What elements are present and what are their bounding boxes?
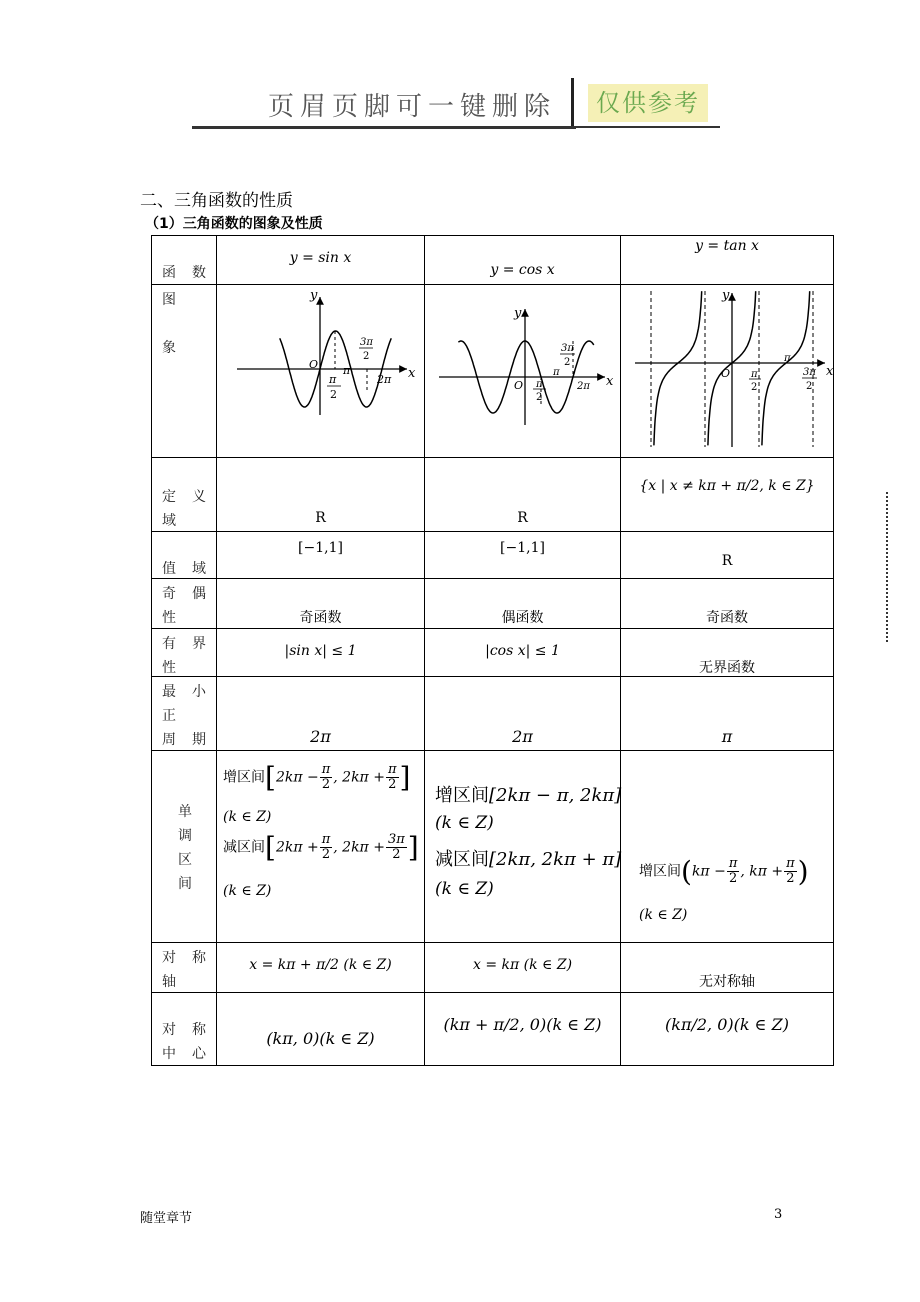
cos-period: 2π [425,677,621,751]
label-range: 值 域 [152,532,217,579]
svg-text:y: y [722,288,730,303]
svg-text:2: 2 [363,351,370,362]
svg-text:x: x [826,364,833,379]
tan-bound: 无界函数 [621,629,834,677]
svg-text:O: O [721,367,731,380]
tan-center: (kπ/2, 0)(k ∈ Z) [621,993,834,1066]
section-title: 二、三角函数的性质 [140,191,293,211]
sin-graph [217,285,423,453]
tan-func: y = tan x [621,236,834,285]
margin-dotted-line [886,492,888,642]
sin-period: 2π [217,677,425,751]
svg-text:π: π [784,353,791,364]
cos-center: (kπ + π/2, 0)(k ∈ Z) [425,993,621,1066]
tan-graph [621,285,833,453]
svg-text:2π: 2π [377,373,392,386]
sin-center: (kπ, 0)(k ∈ Z) [217,993,425,1066]
label-function: 函 数 [152,236,217,285]
svg-text:3π: 3π [803,367,816,378]
svg-text:y: y [514,306,522,321]
svg-text:3π: 3π [360,337,373,348]
svg-text:2π: 2π [577,381,590,392]
tan-graph-cell [621,285,834,458]
sin-monotonic: 增区间[2kπ − $\frac{\pi}{2}$ , 2kπ + $\frac{\pi}{2}$ ] (k ∈ Z) 减区间[2kπ + $\frac{\pi}{2}$ , 2kπ + $\frac{3\pi}{2}$ ] (k ∈ Z) [217,751,425,943]
sin-domain: R [217,458,425,532]
label-monotonic: 单 调 区 间 [152,751,217,943]
label-axis: 对 称 轴 [152,943,217,993]
header-divider [571,78,574,128]
row-monotonic [152,751,834,943]
cos-bound: |cos x| ≤ 1 [425,629,621,677]
svg-text:π: π [751,369,758,380]
page-header-text: 页眉页脚可一键删除 [268,92,557,122]
sub-title: （1）三角函数的图象及性质 [145,216,323,232]
header-rule [192,126,576,129]
row-axis [152,943,834,993]
svg-text:2: 2 [564,357,571,368]
cos-range: [−1,1] [425,532,621,579]
cos-domain: R [425,458,621,532]
label-domain: 定 义 域 [152,458,217,532]
svg-text:2: 2 [806,381,813,392]
sin-range: [−1,1] [217,532,425,579]
svg-text:2: 2 [536,392,543,403]
row-function [152,236,834,285]
label-center: 对 称 中 心 [152,993,217,1066]
svg-text:π: π [536,379,543,390]
svg-text:π: π [553,367,560,378]
svg-text:x: x [606,374,614,389]
label-period: 最 小 正 周 期 [152,677,217,751]
tan-axis: 无对称轴 [621,943,834,993]
svg-text:O: O [309,358,319,371]
sin-axis: x = kπ + π/2 (k ∈ Z) [217,943,425,993]
header-badge: 仅供参考 [588,84,708,122]
tan-domain: {x | x ≠ kπ + π/2, k ∈ Z} [621,458,834,532]
label-parity: 奇 偶 性 [152,579,217,629]
row-graph [152,285,834,458]
row-period [152,677,834,751]
cos-parity: 偶函数 [425,579,621,629]
sin-func: y = sin x [217,236,425,285]
svg-text:O: O [514,379,524,392]
cos-axis: x = kπ (k ∈ Z) [425,943,621,993]
label-graph: 图 象 [152,285,217,458]
svg-text:x: x [408,366,416,381]
footer-left: 随堂章节 [140,1211,193,1226]
svg-text:π: π [343,364,351,377]
page-number: 3 [774,1207,783,1222]
cos-graph [425,285,619,453]
sin-bound: |sin x| ≤ 1 [217,629,425,677]
sin-graph-cell [217,285,425,458]
svg-text:π: π [329,373,337,386]
label-bounded: 有 界 性 [152,629,217,677]
tan-range: R [621,532,834,579]
row-center [152,993,834,1066]
cos-monotonic: 增区间[2kπ − π, 2kπ] (k ∈ Z) 减区间[2kπ, 2kπ + π] (k ∈ Z) [425,751,621,943]
tan-period: π [621,677,834,751]
svg-text:2: 2 [751,382,758,393]
trig-properties-table [151,235,834,1066]
row-range [152,532,834,579]
svg-text:3π: 3π [561,343,574,354]
row-bounded [152,629,834,677]
row-parity [152,579,834,629]
svg-text:y: y [310,288,318,303]
cos-func: y = cos x [425,236,621,285]
row-domain [152,458,834,532]
tan-parity: 奇函数 [621,579,834,629]
sin-parity: 奇函数 [217,579,425,629]
header-rule-right [576,126,720,128]
cos-graph-cell [425,285,621,458]
svg-text:2: 2 [330,388,337,401]
tan-monotonic: 增区间(kπ − $\frac{\pi}{2}$ , kπ + $\frac{\pi}{2}$ ) (k ∈ Z) [621,751,834,943]
